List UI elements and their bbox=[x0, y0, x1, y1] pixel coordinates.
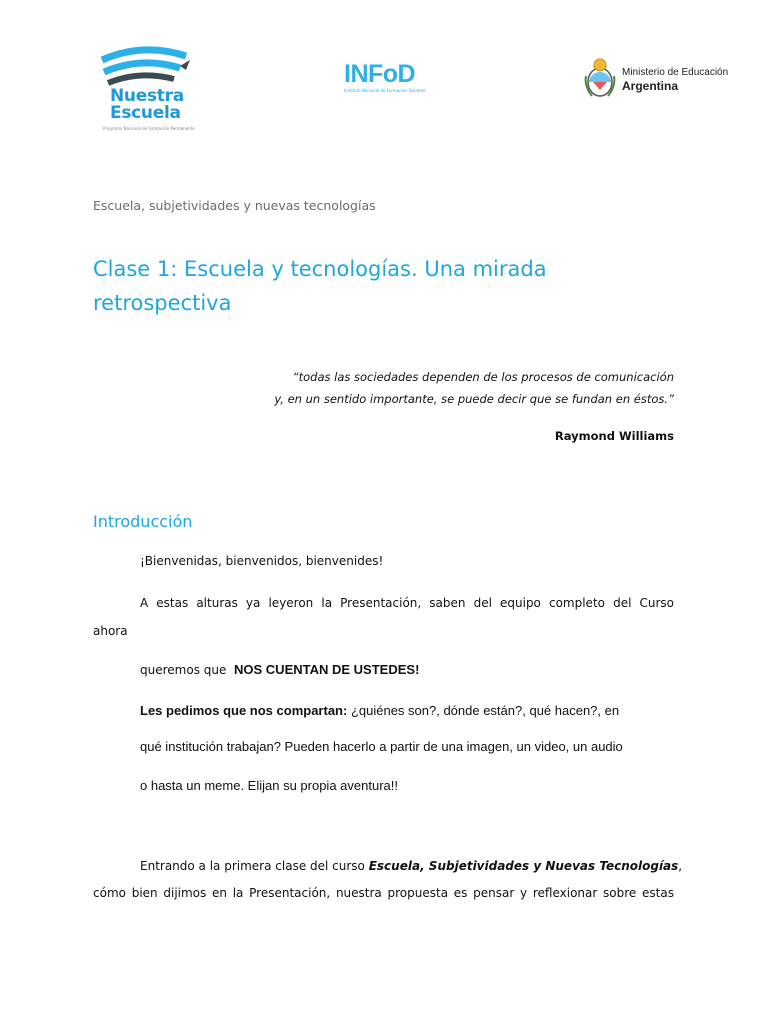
section-heading-introduccion: Introducción bbox=[93, 512, 193, 531]
paragraph-1-line-1: A estas alturas ya leyeron la Presentación, saben del equipo completo del Curso bbox=[140, 596, 674, 610]
infod-logo bbox=[344, 61, 440, 101]
national-coat-of-arms-icon bbox=[584, 56, 616, 100]
course-title: Escuela, subjetividades y nuevas tecnologías bbox=[93, 198, 376, 213]
infod-wordmark: INFoD bbox=[344, 60, 416, 88]
quote-line-2: y, en un sentido importante, se puede decir que se fundan en éstos.” bbox=[274, 392, 674, 406]
class-title-line-2: retrospectiva bbox=[93, 291, 232, 315]
greeting-paragraph: ¡Bienvenidas, bienvenidos, bienvenides! bbox=[140, 554, 384, 568]
ministerio-country: Argentina bbox=[622, 79, 679, 93]
ministerio-name: Ministerio de Educación bbox=[622, 67, 729, 78]
paragraph-2 bbox=[140, 662, 419, 677]
epigraph-quote bbox=[274, 366, 674, 410]
nuestra-escuela-arc-icon bbox=[98, 44, 208, 88]
infod-tagline: Instituto Nacional de Formación Docente bbox=[344, 88, 426, 93]
quote-line-1: “todas las sociedades dependen de los procesos de comunicación bbox=[292, 370, 674, 384]
nuestra-escuela-tagline: Programa Nacional de Formación Permanente bbox=[103, 126, 195, 131]
paragraph-3-line-3: o hasta un meme. Elijan su propia aventura!! bbox=[140, 778, 398, 793]
class-title-line-1: Clase 1: Escuela y tecnologías. Una mirada bbox=[93, 257, 547, 281]
class-title bbox=[93, 252, 613, 320]
quote-author: Raymond Williams bbox=[554, 429, 674, 443]
paragraph-4-prefix: Entrando a la primera clase del curso bbox=[140, 859, 369, 873]
paragraph-3-questions: ¿quiénes son?, dónde están?, qué hacen?, en bbox=[347, 703, 620, 718]
paragraph-2-prefix: queremos que bbox=[140, 663, 227, 677]
nuestra-escuela-logo bbox=[98, 44, 208, 136]
paragraph-3-line-2: qué institución trabajan? Pueden hacerlo a partir de una imagen, un video, un audio bbox=[140, 739, 623, 754]
paragraph-2-emphasis: NOS CUENTAN DE USTEDES! bbox=[234, 662, 420, 677]
paragraph-1-line-2: ahora bbox=[93, 624, 128, 638]
ministerio-educacion-logo bbox=[584, 56, 734, 102]
paragraph-3-bold-lead: Les pedimos que nos compartan: bbox=[140, 703, 348, 718]
paragraph-4-line-1 bbox=[140, 859, 682, 873]
paragraph-4-line-2: cómo bien dijimos en la Presentación, nuestra propuesta es pensar y reflexionar sobre estas bbox=[93, 886, 674, 900]
paragraph-4-suffix: , bbox=[678, 859, 683, 873]
nuestra-escuela-wordmark: Nuestra Escuela bbox=[110, 86, 184, 123]
paragraph-4-course-name: Escuela, Subjetividades y Nuevas Tecnologías bbox=[368, 859, 679, 873]
paragraph-3-line-1 bbox=[140, 703, 619, 718]
